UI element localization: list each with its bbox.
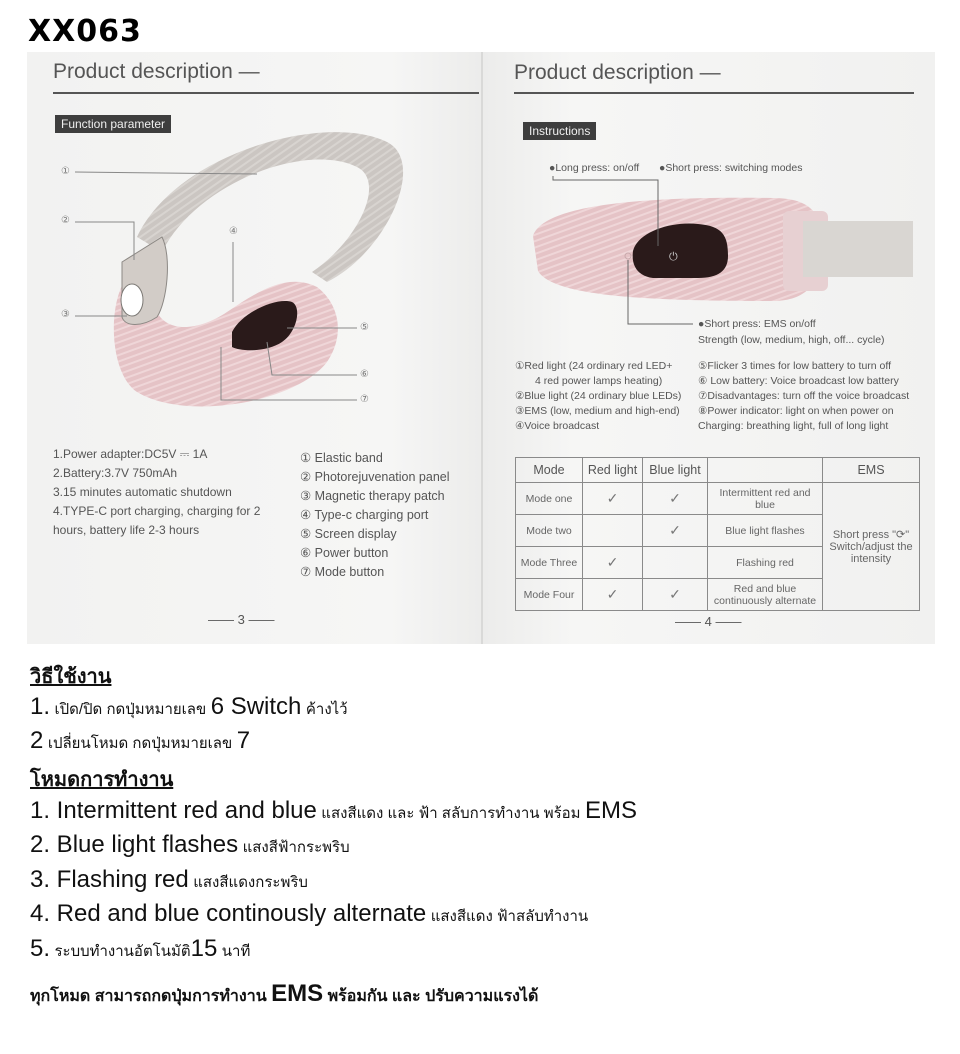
blue-check: ✓ xyxy=(643,483,708,515)
callout-1: ① xyxy=(61,166,70,177)
page-number: —— 3 —— xyxy=(208,612,275,627)
header-ems: EMS xyxy=(823,458,920,483)
instructions-tag: Instructions xyxy=(523,122,596,140)
manual-spread xyxy=(27,52,935,644)
strength-note: Strength (low, medium, high, off... cycle) xyxy=(698,334,885,346)
device-illustration xyxy=(27,132,481,422)
mode-cell: Mode Four xyxy=(516,579,583,611)
note-item: ①Red light (24 ordinary red LED+ xyxy=(515,360,673,372)
header-blue-light: Blue light xyxy=(643,458,708,483)
mode-item: 1. Intermittent red and blue แสงสีแดง และ ฟ้า สลับการทำงาน พร้อม EMS xyxy=(30,797,638,824)
mode-item: 2. Blue light flashes แสงสีฟ้ากระพริบ xyxy=(30,831,350,858)
desc-cell: Red and blue continuously alternate xyxy=(708,579,823,611)
red-check: ✓ xyxy=(583,547,643,579)
mode-cell: Mode one xyxy=(516,483,583,515)
notes-left xyxy=(515,359,681,434)
red-check xyxy=(583,515,643,547)
spec-item: 1.Power adapter:DC5V ⎓ 1A xyxy=(53,447,208,461)
long-press-note: ●Long press: on/off xyxy=(549,162,640,174)
blue-check: ✓ xyxy=(643,515,708,547)
mode-item: 5. ระบบทำงานอัตโนมัติ15 นาที xyxy=(30,935,251,962)
svg-text:⏻: ⏻ xyxy=(669,250,678,263)
blue-check xyxy=(643,547,708,579)
part-item: ④ Type-c charging port xyxy=(300,508,429,522)
page-title: Product description — xyxy=(514,61,721,84)
red-check: ✓ xyxy=(583,579,643,611)
modes-heading: โหมดการทำงาน xyxy=(30,769,174,791)
short-press-ems-note: ●Short press: EMS on/off xyxy=(698,318,816,330)
usage-heading: วิธีใช้งาน xyxy=(30,666,112,688)
note-item: ③EMS (low, medium and high-end) xyxy=(515,405,680,417)
part-item: ⑦ Mode button xyxy=(300,565,385,579)
desc-cell: Blue light flashes xyxy=(708,515,823,547)
part-item: ⑤ Screen display xyxy=(300,527,397,541)
notes-right xyxy=(698,359,909,434)
note-item: ②Blue light (24 ordinary blue LEDs) xyxy=(515,390,682,402)
page-number: —— 4 —— xyxy=(675,614,742,629)
spec-list xyxy=(53,445,260,540)
title-rule xyxy=(53,92,479,94)
mode-table xyxy=(515,457,920,611)
spec-item: 3.15 minutes automatic shutdown xyxy=(53,485,232,499)
callout-2: ② xyxy=(61,215,70,226)
part-item: ③ Magnetic therapy patch xyxy=(300,489,445,503)
mode-item: 3. Flashing red แสงสีแดงกระพริบ xyxy=(30,866,308,893)
blue-check: ✓ xyxy=(643,579,708,611)
spec-item: 4.TYPE-C port charging, charging for 2 xyxy=(53,504,261,518)
note-item: 4 red power lamps heating) xyxy=(535,375,663,387)
function-parameter-tag: Function parameter xyxy=(55,115,171,133)
magnetic-patch xyxy=(121,284,143,316)
short-press-modes-note: ●Short press: switching modes xyxy=(659,162,803,174)
note-item: ④Voice broadcast xyxy=(515,420,600,432)
part-item: ⑥ Power button xyxy=(300,546,389,560)
callout-3: ③ xyxy=(61,309,70,320)
footer-note: ทุกโหมด สามารถกดปุ่มการทำงาน EMS พร้อมกัน และ ปรับความแรงได้ xyxy=(30,980,539,1007)
desc-cell: Intermittent red and blue xyxy=(708,483,823,515)
page-title: Product description — xyxy=(53,60,260,83)
part-item: ① Elastic band xyxy=(300,451,383,465)
header-description xyxy=(708,458,823,483)
callout-7: ⑦ xyxy=(360,394,369,405)
usage-item: 1. เปิด/ปิด กดปุ่มหมายเลข 6 Switch ค้างไว้ xyxy=(30,693,348,720)
mode-cell: Mode Three xyxy=(516,547,583,579)
parts-list xyxy=(300,449,450,582)
callout-6: ⑥ xyxy=(360,369,369,380)
part-item: ② Photorejuvenation panel xyxy=(300,470,450,484)
model-code: XX063 xyxy=(28,14,142,49)
note-item: ⑤Flicker 3 times for low battery to turn off xyxy=(698,360,892,372)
title-rule xyxy=(514,92,914,94)
note-item: ⑦Disadvantages: turn off the voice broadcast xyxy=(698,390,910,402)
ems-note-cell: Short press "⟳" Switch/adjust the intensity xyxy=(823,483,920,611)
header-mode: Mode xyxy=(516,458,583,483)
spec-item: 2.Battery:3.7V 750mAh xyxy=(53,466,178,480)
mode-cell: Mode two xyxy=(516,515,583,547)
note-item: Charging: breathing light, full of long light xyxy=(698,420,889,432)
callout-4: ④ xyxy=(229,226,238,237)
manual-page-4 xyxy=(483,52,935,644)
red-check: ✓ xyxy=(583,483,643,515)
mode-item: 4. Red and blue continously alternate แสงสีแดง ฟ้าสลับทำงาน xyxy=(30,900,589,927)
spec-item: hours, battery life 2-3 hours xyxy=(53,523,200,537)
callout-5: ⑤ xyxy=(360,322,369,333)
manual-page-3 xyxy=(27,52,481,644)
note-item: ⑥ Low battery: Voice broadcast low battery xyxy=(698,375,899,387)
table-header-row xyxy=(516,458,920,483)
elastic-band xyxy=(137,132,403,282)
note-item: ⑧Power indicator: light on when power on xyxy=(698,405,894,417)
desc-cell: Flashing red xyxy=(708,547,823,579)
strap-band xyxy=(803,221,913,277)
table-row xyxy=(516,483,920,515)
header-red-light: Red light xyxy=(583,458,643,483)
usage-item: 2 เปลี่ยนโหมด กดปุ่มหมายเลข 7 xyxy=(30,727,251,754)
